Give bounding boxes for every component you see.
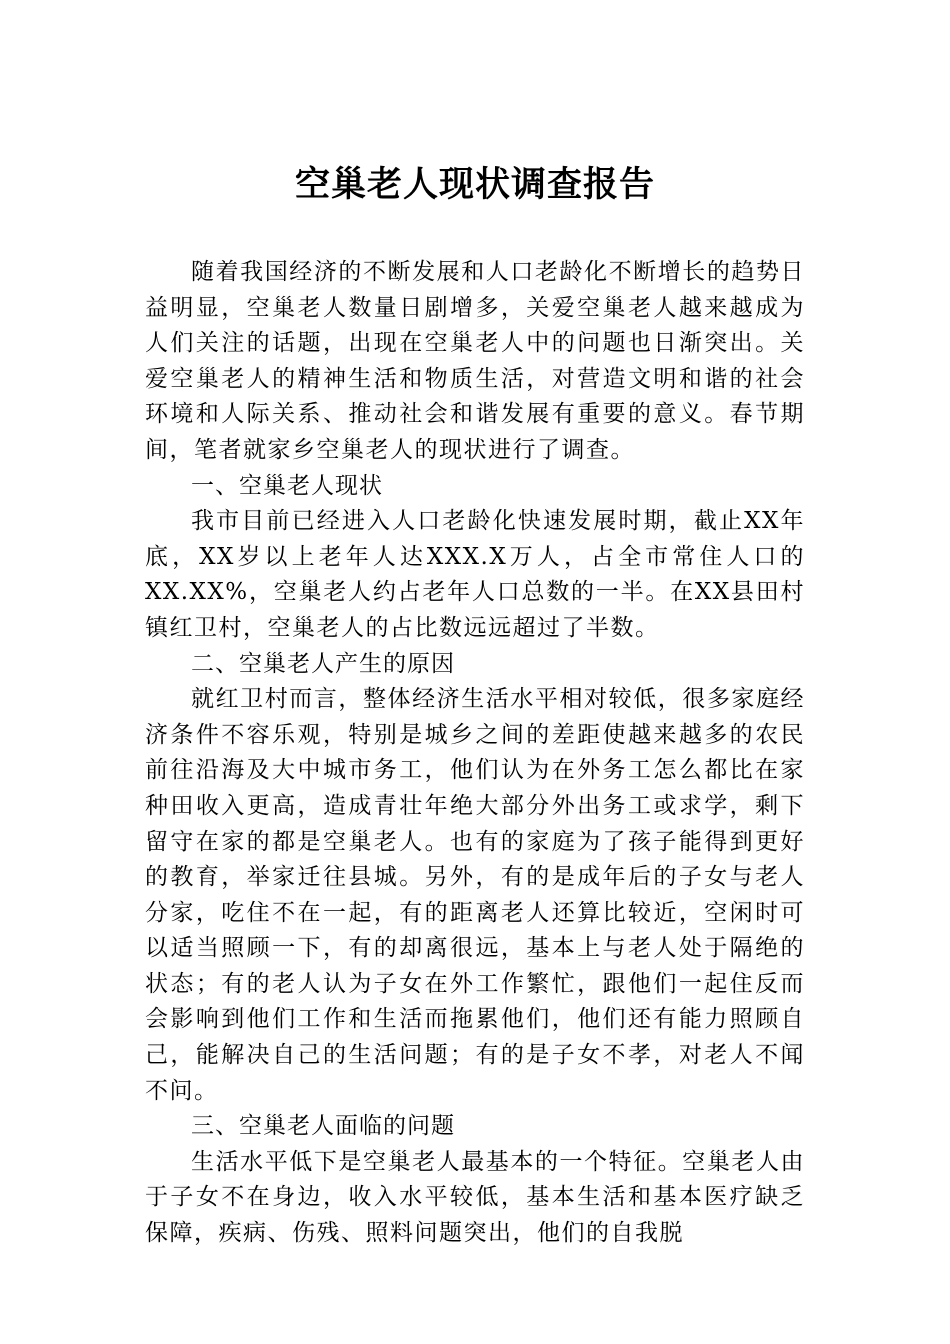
section-heading-status: 一、空巢老人现状 [191,472,383,499]
intro-paragraph: 随着我国经济的不断发展和人口老龄化不断增长的趋势日益明显，空巢老人数量日剧增多，关爱空巢老人越来越成为人们关注的话题，出现在空巢老人中的问题也日渐突出。关爱空巢老人的精神生活和物质生活，对营造文明和谐的社会环境和人际关系、推动社会和谐发展有重要的意义。春节期间，笔者就家乡空巢老人的现状进行了调查。 [145,259,805,463]
section-paragraph-causes: 就红卫村而言，整体经济生活水平相对较低，很多家庭经济条件不容乐观，特别是城乡之间的差距使越来越多的农民前往沿海及大中城市务工，他们认为在外务工怎么都比在家种田收入更高，造成青壮年绝大部分外出务工或求学，剩下留守在家的都是空巢老人。也有的家庭为了孩子能得到更好的教育，举家迁往县城。另外，有的是成年后的子女与老人分家，吃住不在一起，有的距离老人还算比较近，空闲时可以适当照顾一下，有的却离很远，基本上与老人处于隔绝的状态；有的老人认为子女在外工作繁忙，跟他们一起住反而会影响到他们工作和生活而拖累他们，他们还有能力照顾自己，能解决自己的生活问题；有的是子女不孝，对老人不闻不问。 [145,686,805,1104]
section-paragraph-problems: 生活水平低下是空巢老人最基本的一个特征。空巢老人由于子女不在身边，收入水平较低，基本生活和基本医疗缺乏保障，疾病、伤残、照料问题突出，他们的自我脱 [145,1148,805,1247]
section-heading-problems: 三、空巢老人面临的问题 [191,1113,455,1140]
document-body [145,255,805,1252]
section-heading-causes: 二、空巢老人产生的原因 [191,650,455,677]
section-paragraph-status: 我市目前已经进入人口老龄化快速发展时期，截止XX年底，XX岁以上老年人达XXX.X万人，占全市常住人口的XX.XX%，空巢老人约占老年人口总数的一半。在XX县田村镇红卫村，空巢老人的占比数远远超过了半数。 [145,508,805,641]
document-title: 空巢老人现状调查报告 [294,164,655,205]
